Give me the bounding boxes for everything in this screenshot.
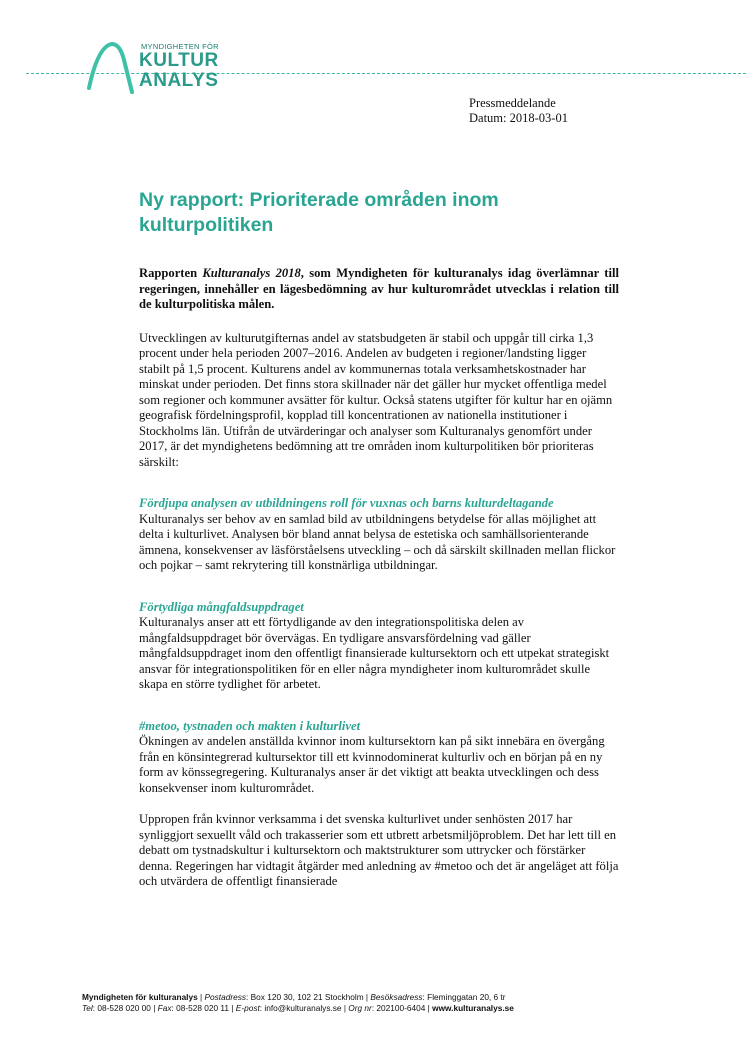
footer-sep: |: [229, 1002, 236, 1013]
footer-postal-label: Postadress: [204, 992, 246, 1002]
page-footer: [82, 992, 722, 1013]
section-body: Ökningen av andelen anställda kvinnor inom kultursektorn kan på sikt innebära en övergång från en könsintegrerad kultursektor till ett kvinnodominerat kulturliv och en början på en ny form av könssegregering. Kulturanalys anser är det viktigt att beakta utvecklingen och dess konsekvenser inom kulturområdet.: [139, 734, 605, 795]
footer-sep: |: [341, 1002, 349, 1013]
footer-postal: : Box 120 30, 102 21 Stockholm: [246, 992, 364, 1002]
footer-web-link[interactable]: www.kulturanalys.se: [432, 1002, 514, 1013]
closing-paragraph: Uppropen från kvinnor verksamma i det svenska kulturlivet under senhösten 2017 har synliggjort sexuellt våld och trakasserier som ett utbrett arbetsmiljöproblem. Det har lett till en debatt om tystnadskultur i kultursektorn och maktstrukturer som uttrycker och förstärker denna. Regeringen har vidtagit åtgärder med anledning av #metoo och det är angeläget att följa och utvärdera de offentligt finansierade: [139, 812, 619, 888]
page-title: Ny rapport: Prioriterade områden inom kulturpolitiken: [139, 189, 499, 236]
lead-text-2: , som Myndigheten för kulturanalys idag överlämnar till regeringen, innehåller en lägesbedömning av hur kulturområdet utvecklas i relation till de kulturpolitiska målen.: [139, 266, 619, 311]
footer-orgnr-label: Org nr: [348, 1002, 372, 1013]
footer-line-2: [82, 1003, 722, 1014]
press-type: Pressmeddelande: [469, 96, 556, 110]
logo-line3: ANALYS: [139, 70, 219, 91]
footer-email[interactable]: : info@kulturanalys.se: [259, 1002, 342, 1013]
document-body: [139, 266, 619, 890]
footer-email-label: E-post: [235, 1002, 260, 1013]
footer-sep: |: [363, 992, 371, 1002]
press-info: [469, 96, 568, 126]
footer-sep: |: [150, 1002, 158, 1013]
logo-line1: MYNDIGHETEN FÖR: [141, 42, 219, 51]
footer-fax: : 08-528 020 11: [171, 1002, 230, 1013]
logo-arch-icon: [86, 38, 146, 98]
section-body: Kulturanalys ser behov av en samlad bild av utbildningens betydelse för allas möjlighet att delta i kulturlivet. Analysen bör bland annat belysa de estetiska och samhällsorienterande ämnena, konsekvenser av läsförståelsens utveckling – och då särskilt skillnaden mellan flickor och pojkar – samt rekrytering till konstnärliga utbildningar.: [139, 511, 616, 572]
section-body: Kulturanalys anser att ett förtydligande av den integrationspolitiska delen av mångfaldsuppdraget bör övervägas. En tydligare ansvarsfördelning vad gäller mångfaldsuppdraget inom den offentligt finansierade kultursektorn och ett utpekat strategiskt ansvar för integrationspolitiken för en eller några myndigheter inom kulturområdet skulle skapa en större tydlighet för arbetet.: [139, 615, 610, 691]
lead-report-title: Kulturanalys 2018: [202, 266, 301, 280]
footer-tel-label: Tel: [82, 1002, 93, 1013]
footer-sep: |: [425, 1002, 433, 1013]
footer-visit-label: Besöksadress: [370, 992, 423, 1002]
footer-fax-label: Fax: [157, 1002, 172, 1013]
footer-org: Myndigheten för kulturanalys: [82, 992, 198, 1002]
footer-sep: |: [197, 992, 205, 1002]
lead-text-1: Rapporten: [139, 266, 203, 280]
section-heading: Fördjupa analysen av utbildningens roll för vuxnas och barns kulturdeltagande: [139, 496, 554, 510]
footer-visit: : Fleminggatan 20, 6 tr: [422, 992, 506, 1002]
intro-paragraph: Utvecklingen av kulturutgifternas andel av statsbudgeten är stabil och uppgår till cirka 1,3 procent under hela perioden 2007–2016. Andelen av budgeten i regioner/landsting ligger stabilt på 1,5 procent. Kulturens andel av kommunernas totala verksamhetskostnader har minskat under perioden. Det finns stora skillnader när det gäller hur mycket offentliga medel som regioner och kommuner avsätter för kultur. Också statens utgifter för kultur har en ojämn geografisk fördelningsprofil, kopplad till koncentrationen av nationella institutioner i Stockholms län. Utifrån de utvärderingar och analyser som Kulturanalys genomfört under 2017, är det myndighetens bedömning att tre områden inom kulturpolitiken bör prioriteras särskilt:: [139, 330, 613, 469]
footer-orgnr: : 202100-6404: [371, 1002, 426, 1013]
logo-line2: KULTUR: [139, 50, 219, 71]
section-heading: #metoo, tystnaden och makten i kulturlivet: [139, 718, 361, 733]
press-date: Datum: 2018-03-01: [469, 111, 568, 125]
kulturanalys-logo: [86, 38, 246, 98]
footer-line-1: [82, 992, 722, 1003]
section-heading: Förtydliga mångfaldsuppdraget: [139, 599, 304, 614]
lead-paragraph: [139, 266, 619, 313]
footer-tel: : 08-528 020 00: [92, 1002, 151, 1013]
